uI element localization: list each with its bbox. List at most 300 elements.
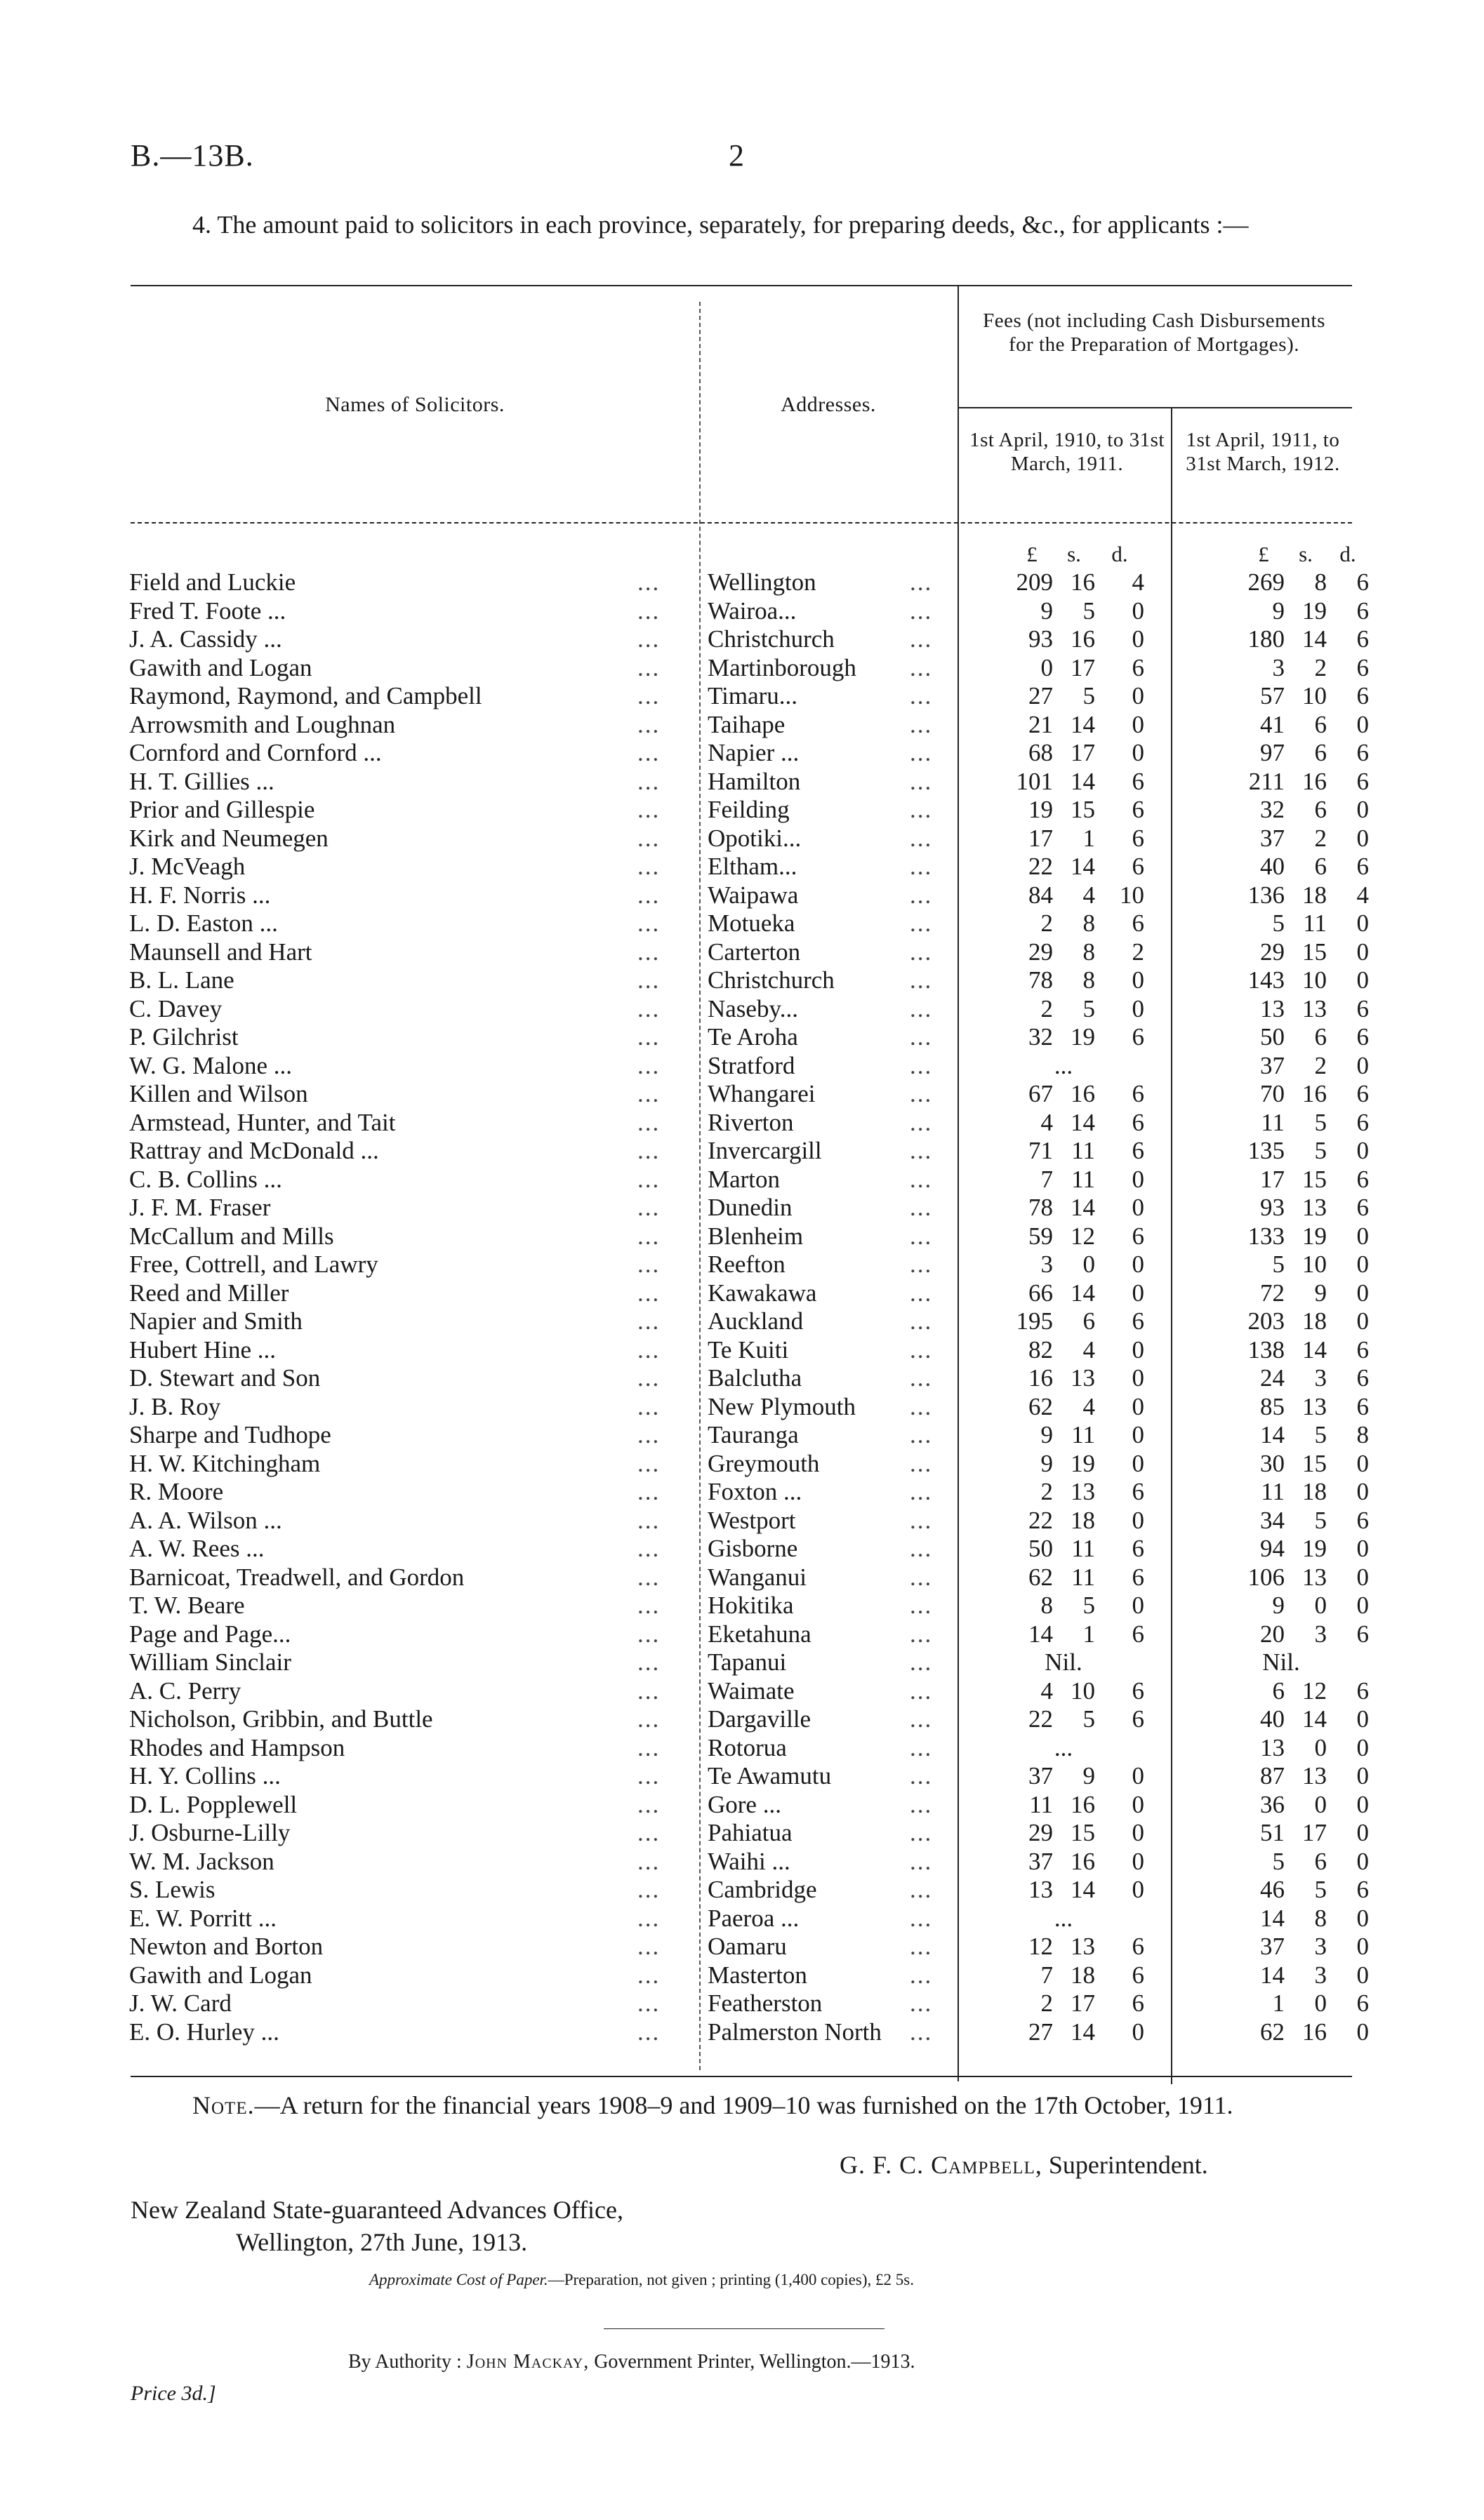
fee-1911-pence: 0: [1132, 1194, 1144, 1221]
fee-1911-shillings: 17: [1071, 653, 1095, 681]
fee-1911-pounds: 13: [1028, 1876, 1053, 1903]
fee-1911-pence: 0: [1132, 1251, 1144, 1278]
leader-dots: ...: [637, 568, 661, 596]
solicitor-name: Cornford and Cornford ...: [129, 739, 382, 766]
fee-1911-pounds: 4: [1040, 1676, 1053, 1705]
fee-1911-pence: 6: [1132, 1535, 1144, 1562]
solicitor-address: Gisborne: [708, 1535, 798, 1562]
leader-dots: ...: [910, 1762, 933, 1789]
leader-dots: ...: [910, 824, 933, 852]
document-reference: B.—13B.: [131, 138, 254, 173]
fee-1912-pounds: 14: [1260, 1421, 1285, 1448]
fee-1912-pounds: 3: [1272, 653, 1285, 681]
solicitor-address: New Plymouth: [708, 1392, 856, 1420]
fee-1912-pence: 0: [1356, 1563, 1369, 1591]
fee-1912-pence: 0: [1356, 2018, 1369, 2046]
solicitor-name: H. F. Norris ...: [129, 881, 271, 909]
fee-1912-pounds: 51: [1260, 1819, 1285, 1846]
fee-1912-pence: 6: [1356, 682, 1369, 709]
leader-dots: ...: [637, 1137, 661, 1164]
fee-1911-shillings: 5: [1082, 682, 1095, 709]
table-row: [0, 1336, 1484, 1365]
fee-1911-shillings: 5: [1082, 1705, 1095, 1733]
fee-1911-pence: 6: [1132, 1620, 1144, 1648]
signature-name: G. F. C. Campbell,: [840, 2151, 1042, 2179]
fee-1911-pounds: 37: [1028, 1762, 1053, 1789]
fee-1912-shillings: 18: [1302, 881, 1327, 909]
fee-1912-pounds: 37: [1260, 1933, 1285, 1960]
fee-1912-shillings: 5: [1314, 1876, 1327, 1903]
unit-pence-1: d.: [1111, 542, 1128, 566]
leader-dots: ...: [910, 767, 933, 795]
leader-dots: ...: [910, 1478, 933, 1505]
fees-subheader-rule: [958, 407, 1352, 408]
table-row: [0, 1307, 1484, 1336]
fee-1911-pence: 0: [1132, 1876, 1144, 1903]
table-row: [0, 1023, 1484, 1052]
fee-1911-shillings: 5: [1082, 596, 1095, 625]
solicitor-address: Carterton: [708, 938, 801, 966]
fee-1912-pence: 0: [1356, 1961, 1369, 1989]
fee-1911-shillings: 11: [1071, 1421, 1095, 1448]
fee-1912-shillings: 2: [1314, 824, 1327, 852]
fee-1911-pence: 6: [1132, 767, 1144, 795]
solicitor-name: Killen and Wilson: [129, 1080, 308, 1107]
fee-1912-pounds: 17: [1260, 1165, 1285, 1193]
leader-dots: ...: [910, 1648, 933, 1676]
solicitor-name: C. B. Collins ...: [129, 1165, 282, 1193]
fee-1912-pounds: 1: [1272, 1989, 1285, 2017]
note-text: —A return for the financial years 1908–9 and 1909–10 was furnished on the 17th October, 1911.: [254, 2091, 1233, 2119]
leader-dots: ...: [637, 1051, 661, 1079]
table-row: [0, 909, 1484, 938]
fee-1911-shillings: 14: [1071, 1108, 1095, 1136]
solicitor-name: Gawith and Logan: [129, 1961, 312, 1989]
fee-1911-pounds: 9: [1040, 1421, 1053, 1448]
authority-line: [348, 2351, 915, 2373]
solicitor-address: Naseby...: [708, 994, 798, 1022]
fee-1912-pence: 6: [1356, 1080, 1369, 1107]
leader-dots: ...: [910, 796, 933, 823]
solicitor-name: A. C. Perry: [129, 1676, 241, 1705]
fee-1911-pence: 0: [1132, 1449, 1144, 1477]
solicitor-address: Te Aroha: [708, 1023, 798, 1051]
fee-1911-text: Nil.: [1045, 1648, 1082, 1676]
fee-1912-shillings: 16: [1302, 767, 1327, 795]
leader-dots: ...: [637, 1392, 661, 1420]
fee-1911-shillings: 13: [1071, 1364, 1095, 1392]
leader-dots: ...: [637, 1165, 661, 1193]
table-row: [0, 1819, 1484, 1848]
fee-1912-shillings: 6: [1314, 796, 1327, 823]
fee-1912-pence: 6: [1356, 1194, 1369, 1221]
fee-1912-shillings: 11: [1303, 909, 1327, 937]
intro-paragraph: 4. The amount paid to solicitors in each province, separately, for preparing deeds, &c., for applicants :—: [192, 211, 1249, 239]
solicitor-name: J. W. Card: [129, 1989, 232, 2017]
leader-dots: ...: [910, 1421, 933, 1448]
fee-1911-shillings: 9: [1082, 1762, 1095, 1789]
fee-1912-pence: 0: [1356, 1307, 1369, 1335]
table-row: [0, 568, 1484, 597]
fee-1912-shillings: 5: [1314, 1137, 1327, 1164]
solicitor-address: Eltham...: [708, 853, 797, 880]
solicitor-name: H. W. Kitchingham: [129, 1449, 321, 1477]
fee-1911-pounds: 32: [1028, 1023, 1053, 1051]
table-row: [0, 1620, 1484, 1649]
solicitor-name: D. L. Popplewell: [129, 1790, 298, 1818]
fee-1911-pounds: 29: [1028, 938, 1053, 966]
fee-1912-pounds: 13: [1260, 1733, 1285, 1761]
fee-1912-shillings: 16: [1302, 1080, 1327, 1107]
fee-1911-shillings: 13: [1071, 1933, 1095, 1960]
fee-1911-pounds: 66: [1028, 1279, 1053, 1307]
fee-1911-pence: 6: [1132, 1023, 1144, 1051]
fee-1912-pence: 6: [1356, 1364, 1369, 1392]
fee-1911-pence: 0: [1132, 625, 1144, 653]
fee-1911-pence: 6: [1132, 1307, 1144, 1335]
fee-1912-pence: 0: [1356, 710, 1369, 738]
fee-1912-shillings: 13: [1302, 1392, 1327, 1420]
fee-1911-pence: 2: [1132, 938, 1144, 966]
solicitor-name: J. B. Roy: [129, 1392, 221, 1420]
fee-1912-pence: 0: [1356, 1251, 1369, 1278]
fee-1911-pence: 6: [1132, 1222, 1144, 1250]
table-row: [0, 995, 1484, 1024]
fee-1911-pounds: 22: [1028, 1506, 1053, 1534]
solicitor-name: Arrowsmith and Loughnan: [129, 710, 396, 738]
fee-1912-shillings: 17: [1302, 1819, 1327, 1846]
leader-dots: ...: [637, 1421, 661, 1448]
fee-1911-shillings: 8: [1082, 938, 1095, 966]
fee-1911-pence: 0: [1132, 1364, 1144, 1392]
fee-1911-shillings: 11: [1071, 1563, 1095, 1591]
fee-1912-pence: 0: [1356, 1819, 1369, 1846]
fee-1911-shillings: 16: [1071, 1847, 1095, 1875]
fee-1912-shillings: 6: [1314, 853, 1327, 880]
fee-1911-shillings: 0: [1082, 1251, 1095, 1278]
fee-1912-pounds: 14: [1260, 1961, 1285, 1989]
leader-dots: ...: [910, 1251, 933, 1278]
fee-1912-shillings: 8: [1314, 1904, 1327, 1932]
leader-dots: ...: [637, 824, 661, 852]
fee-1912-pounds: 41: [1260, 710, 1285, 738]
solicitor-address: Pahiatua: [708, 1819, 793, 1846]
leader-dots: ...: [910, 1876, 933, 1903]
table-bottom-rule: [131, 2076, 1352, 2077]
fee-1911-pence: 0: [1132, 1165, 1144, 1193]
fee-1911-pounds: 29: [1028, 1819, 1053, 1846]
fee-1912-shillings: 14: [1302, 1335, 1327, 1364]
fee-1912-pence: 0: [1356, 1592, 1369, 1619]
fee-1911-pence: 0: [1132, 1592, 1144, 1619]
solicitor-name: Prior and Gillespie: [129, 796, 315, 823]
fee-1911-pence: 6: [1132, 653, 1144, 681]
table-row: [0, 796, 1484, 825]
unit-shillings-1: s.: [1067, 542, 1081, 566]
fee-1911-shillings: 18: [1071, 1506, 1095, 1534]
solicitor-name: T. W. Beare: [129, 1592, 245, 1619]
table-row: [0, 1364, 1484, 1393]
leader-dots: ...: [910, 1449, 933, 1477]
table-row: [0, 1961, 1484, 1990]
solicitor-name: D. Stewart and Son: [129, 1364, 321, 1392]
leader-dots: ...: [910, 1989, 933, 2017]
table-row: [0, 1279, 1484, 1308]
fee-1912-pence: 4: [1356, 881, 1369, 909]
leader-dots: ...: [910, 710, 933, 738]
leader-dots: ...: [637, 1733, 661, 1761]
solicitor-name: Nicholson, Gribbin, and Buttle: [129, 1705, 433, 1733]
fee-1911-pounds: 2: [1040, 994, 1053, 1022]
table-row: [0, 1648, 1484, 1677]
fee-1912-pence: 0: [1356, 1222, 1369, 1250]
fee-1911-pounds: 50: [1028, 1535, 1053, 1562]
solicitor-name: Kirk and Neumegen: [129, 824, 329, 852]
table-row: [0, 1762, 1484, 1791]
table-row: [0, 1052, 1484, 1081]
fee-1911-shillings: 4: [1082, 1392, 1095, 1420]
fee-1912-text: Nil.: [1262, 1648, 1300, 1676]
fee-1912-shillings: 19: [1302, 1535, 1327, 1562]
page-number: 2: [729, 138, 744, 173]
fee-1912-pounds: 34: [1260, 1506, 1285, 1534]
solicitor-name: Page and Page...: [129, 1620, 291, 1648]
leader-dots: ...: [910, 966, 933, 994]
leader-dots: ...: [637, 1933, 661, 1960]
fee-1911-pence: 0: [1132, 596, 1144, 625]
fee-1912-pence: 0: [1356, 938, 1369, 966]
table-row: [0, 1989, 1484, 2018]
leader-dots: ...: [637, 966, 661, 994]
leader-dots: ...: [910, 1023, 933, 1051]
table-top-rule: [131, 285, 1352, 286]
fee-1912-pence: 0: [1356, 1847, 1369, 1875]
fee-1912-pounds: 87: [1260, 1762, 1285, 1789]
fee-1912-pounds: 40: [1260, 1705, 1285, 1733]
leader-dots: ...: [910, 853, 933, 880]
solicitor-address: Oamaru: [708, 1933, 787, 1960]
solicitor-name: A. A. Wilson ...: [129, 1506, 282, 1534]
fee-1912-shillings: 2: [1314, 653, 1327, 681]
fee-1911-shillings: 14: [1071, 710, 1095, 738]
solicitor-name: Armstead, Hunter, and Tait: [129, 1108, 396, 1136]
fee-1911-pounds: 82: [1028, 1335, 1053, 1364]
leader-dots: ...: [910, 625, 933, 653]
fee-1912-pence: 0: [1356, 1535, 1369, 1562]
solicitor-name: P. Gilchrist: [129, 1023, 239, 1051]
note-paragraph: [131, 2088, 1352, 2122]
cost-label: Approximate Cost of Paper.: [369, 2271, 548, 2288]
solicitor-name: H. T. Gillies ...: [129, 767, 274, 795]
fee-1912-shillings: 3: [1314, 1961, 1327, 1989]
solicitor-address: Dargaville: [708, 1705, 811, 1733]
table-row: [0, 1507, 1484, 1535]
leader-dots: ...: [637, 1563, 661, 1591]
fee-1911-pence: 0: [1132, 1392, 1144, 1420]
fee-1911-pence: 6: [1132, 853, 1144, 880]
leader-dots: ...: [910, 994, 933, 1022]
table-row: [0, 1791, 1484, 1820]
solicitor-address: Christchurch: [708, 966, 835, 994]
leader-dots: ...: [637, 1364, 661, 1392]
fee-1912-pounds: 46: [1260, 1876, 1285, 1903]
table-row: [0, 1677, 1484, 1706]
solicitor-address: Te Kuiti: [708, 1335, 789, 1364]
leader-dots: ...: [910, 1535, 933, 1562]
solicitor-address: Tauranga: [708, 1421, 799, 1448]
fee-1911-pence: 0: [1132, 1335, 1144, 1364]
unit-pounds-1: £: [1026, 542, 1038, 566]
solicitor-address: Kawakawa: [708, 1279, 817, 1307]
fee-1912-pounds: 5: [1272, 1251, 1285, 1278]
fee-1912-pence: 0: [1356, 909, 1369, 937]
table-row: [0, 625, 1484, 654]
fee-1912-pounds: 72: [1260, 1279, 1285, 1307]
table-row: [0, 1734, 1484, 1763]
fee-1911-pence: 0: [1132, 1421, 1144, 1448]
fee-1912-pounds: 6: [1272, 1676, 1285, 1705]
table-row: [0, 1251, 1484, 1279]
fee-1911-pounds: 22: [1028, 1705, 1053, 1733]
table-row: [0, 1933, 1484, 1961]
fee-1912-pounds: 135: [1247, 1137, 1285, 1164]
solicitor-name: Raymond, Raymond, and Campbell: [129, 682, 482, 709]
fee-1912-pounds: 37: [1260, 1051, 1285, 1079]
fee-1912-pence: 6: [1356, 994, 1369, 1022]
leader-dots: ...: [637, 596, 661, 625]
fee-1912-shillings: 6: [1314, 710, 1327, 738]
leader-dots: ...: [637, 1904, 661, 1932]
leader-dots: ...: [910, 1506, 933, 1534]
fee-1911-pence: 6: [1132, 1080, 1144, 1107]
solicitor-address: Hokitika: [708, 1592, 794, 1619]
fee-1912-shillings: 15: [1302, 1165, 1327, 1193]
leader-dots: ...: [637, 1790, 661, 1818]
table-row: [0, 1109, 1484, 1138]
solicitor-name: Hubert Hine ...: [129, 1335, 276, 1364]
fee-1912-pence: 6: [1356, 1165, 1369, 1193]
solicitor-address: Masterton: [708, 1961, 807, 1989]
solicitors-table-body: [0, 568, 1484, 2046]
fee-1912-pence: 0: [1356, 1762, 1369, 1789]
leader-dots: ...: [637, 1535, 661, 1562]
leader-dots: ...: [637, 1023, 661, 1051]
leader-dots: ...: [637, 1307, 661, 1335]
leader-dots: ...: [910, 1563, 933, 1591]
fee-1911-shillings: 11: [1071, 1137, 1095, 1164]
solicitor-address: Hamilton: [708, 767, 801, 795]
leader-dots: ...: [910, 938, 933, 966]
footer-rule: [604, 2328, 885, 2329]
solicitor-address: Wairoa...: [708, 596, 797, 625]
leader-dots: ...: [637, 1335, 661, 1364]
fee-1911-shillings: 12: [1071, 1222, 1095, 1250]
solicitor-name: W. M. Jackson: [129, 1847, 274, 1875]
fee-1911-shillings: 11: [1071, 1535, 1095, 1562]
leader-dots: ...: [910, 1676, 933, 1705]
signature-title: Superintendent.: [1048, 2151, 1208, 2179]
leader-dots: ...: [637, 1705, 661, 1733]
fee-1911-pounds: 17: [1028, 824, 1053, 852]
leader-dots: ...: [910, 1733, 933, 1761]
fee-1911-shillings: 11: [1071, 1165, 1095, 1193]
fee-1911-shillings: 16: [1071, 625, 1095, 653]
fee-1911-pence: 0: [1132, 682, 1144, 709]
solicitor-name: J. Osburne-Lilly: [129, 1819, 291, 1846]
solicitor-name: William Sinclair: [129, 1648, 291, 1676]
solicitor-name: A. W. Rees ...: [129, 1535, 265, 1562]
solicitor-address: Wanganui: [708, 1563, 807, 1591]
leader-dots: ...: [637, 1676, 661, 1705]
fee-1912-shillings: 3: [1314, 1933, 1327, 1960]
fee-1912-shillings: 10: [1302, 1251, 1327, 1278]
fee-1912-pence: 0: [1356, 1790, 1369, 1818]
leader-dots: ...: [637, 682, 661, 709]
solicitor-name: Barnicoat, Treadwell, and Gordon: [129, 1563, 465, 1591]
fee-1912-pence: 0: [1356, 1051, 1369, 1079]
fee-1912-pounds: 70: [1260, 1080, 1285, 1107]
fee-1911-shillings: 17: [1071, 1989, 1095, 2017]
fee-1912-shillings: 0: [1314, 1733, 1327, 1761]
leader-dots: ...: [637, 796, 661, 823]
fee-1911-pence: 6: [1132, 1933, 1144, 1960]
fee-1912-shillings: 6: [1314, 1847, 1327, 1875]
fee-1911-shillings: 5: [1082, 994, 1095, 1022]
leader-dots: ...: [637, 625, 661, 653]
fee-1912-pounds: 97: [1260, 739, 1285, 766]
fee-1911-pounds: 8: [1040, 1592, 1053, 1619]
leader-dots: ...: [637, 1620, 661, 1648]
leader-dots: ...: [637, 1762, 661, 1789]
solicitor-address: Waimate: [708, 1676, 795, 1705]
leader-dots: ...: [637, 1194, 661, 1221]
addresses-column-header: Addresses.: [781, 393, 876, 416]
unit-shillings-2: s.: [1299, 542, 1313, 566]
fee-1911-pence: 6: [1132, 909, 1144, 937]
table-row: [0, 1564, 1484, 1592]
leader-dots: ...: [637, 881, 661, 909]
table-row: [0, 597, 1484, 626]
fee-1911-pounds: 14: [1028, 1620, 1053, 1648]
leader-dots: ...: [910, 1279, 933, 1307]
leader-dots: ...: [637, 938, 661, 966]
fee-1912-shillings: 15: [1302, 1449, 1327, 1477]
fee-1912-pence: 6: [1356, 1335, 1369, 1364]
solicitor-address: Napier ...: [708, 739, 800, 766]
solicitor-name: J. A. Cassidy ...: [129, 625, 282, 653]
fee-1912-shillings: 19: [1302, 596, 1327, 625]
period2-header: 1st April, 1911, to 31st March, 1912.: [1186, 429, 1340, 475]
fee-1912-shillings: 6: [1314, 739, 1327, 766]
fee-1912-pounds: 5: [1272, 1847, 1285, 1875]
fee-1911-shillings: 14: [1071, 1194, 1095, 1221]
fee-1911-pence: 0: [1132, 966, 1144, 994]
fee-1912-pence: 0: [1356, 824, 1369, 852]
fee-1912-shillings: 5: [1314, 1108, 1327, 1136]
fee-1912-pence: 6: [1356, 1620, 1369, 1648]
fee-1911-pounds: 27: [1028, 682, 1053, 709]
fee-1912-pounds: 36: [1260, 1790, 1285, 1818]
solicitor-address: Te Awamutu: [708, 1762, 832, 1789]
table-row: [0, 938, 1484, 967]
fee-1911-pounds: 78: [1028, 1194, 1053, 1221]
fee-1912-pence: 6: [1356, 1676, 1369, 1705]
solicitor-name: Rhodes and Hampson: [129, 1733, 345, 1761]
leader-dots: ...: [910, 653, 933, 681]
fee-1911-pence: 6: [1132, 1108, 1144, 1136]
fee-1911-pence: 0: [1132, 1762, 1144, 1789]
fee-1911-pounds: 101: [1016, 767, 1053, 795]
